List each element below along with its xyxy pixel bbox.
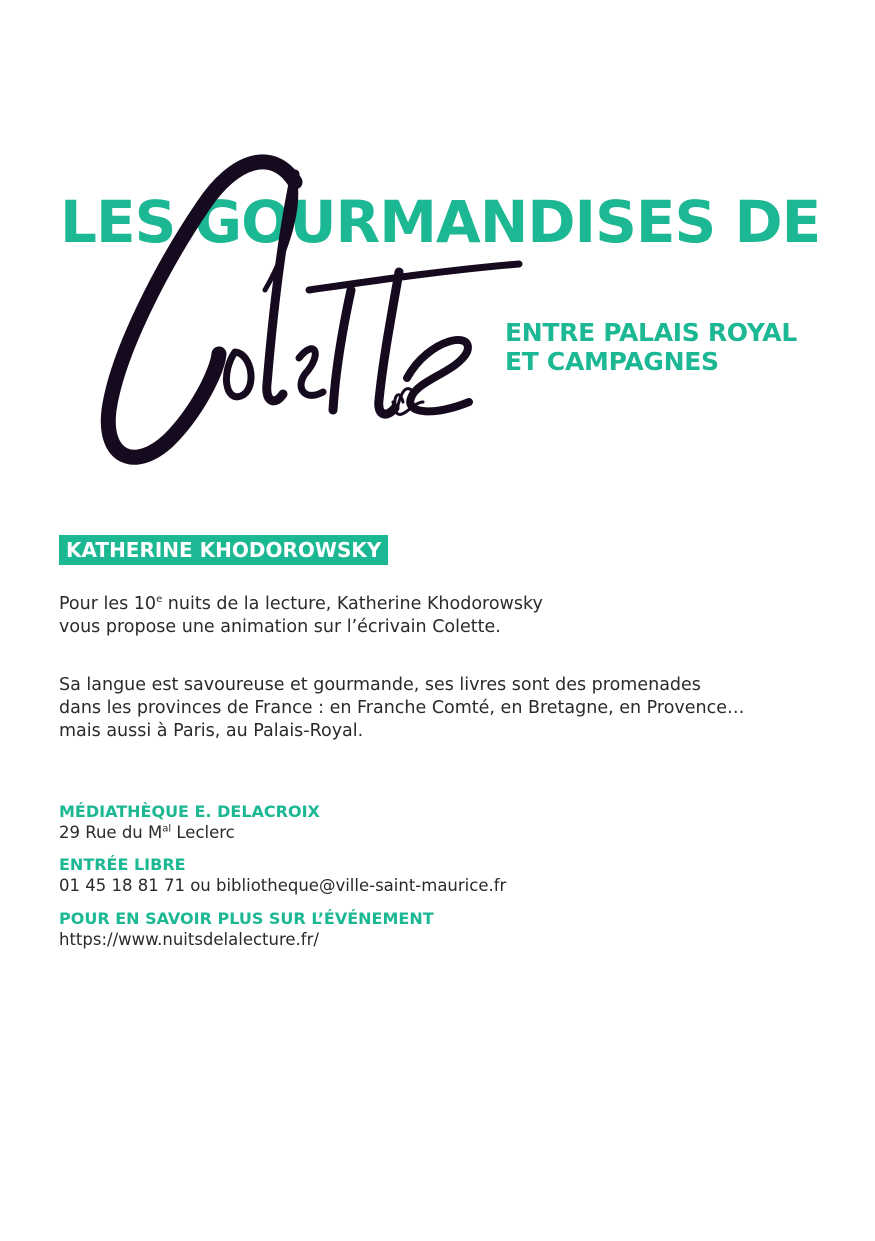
author-badge: KATHERINE KHODOROWSKY <box>59 535 388 565</box>
entry-contact[interactable]: 01 45 18 81 71 ou bibliotheque@ville-saint-maurice.fr <box>59 876 507 895</box>
poster-title: LES GOURMANDISES DE <box>60 188 821 256</box>
description-line-1: Sa langue est savoureuse et gourmande, ses livres sont des promenades <box>59 675 701 695</box>
entry-label: ENTRÉE LIBRE <box>59 855 186 874</box>
more-info-label: POUR EN SAVOIR PLUS SUR L’ÉVÉNEMENT <box>59 909 434 928</box>
venue-name: MÉDIATHÈQUE E. DELACROIX <box>59 802 320 821</box>
intro-line-2: vous propose une animation sur l’écrivain Colette. <box>59 617 501 637</box>
intro-paragraph <box>59 593 839 639</box>
intro-line-1: Pour les 10e nuits de la lecture, Katherine Khodorowsky <box>59 594 543 614</box>
abbreviation-superscript: al <box>162 823 172 835</box>
colette-script-signature <box>95 140 535 480</box>
subtitle-line-1: ENTRE PALAIS ROYAL <box>505 318 797 347</box>
more-info-url[interactable]: https://www.nuitsdelalecture.fr/ <box>59 930 319 949</box>
venue-block <box>59 802 819 843</box>
poster-subtitle <box>505 318 845 376</box>
entry-block <box>59 855 819 896</box>
more-info-block <box>59 909 819 950</box>
description-paragraph <box>59 674 839 743</box>
ordinal-superscript: e <box>156 594 163 606</box>
subtitle-line-2: ET CAMPAGNES <box>505 347 719 376</box>
description-line-3: mais aussi à Paris, au Palais-Royal. <box>59 721 364 741</box>
venue-address: 29 Rue du $M^{al}$ Leclerc <box>59 823 235 842</box>
description-line-2: dans les provinces de France : en Franche Comté, en Bretagne, en Provence… <box>59 698 745 718</box>
